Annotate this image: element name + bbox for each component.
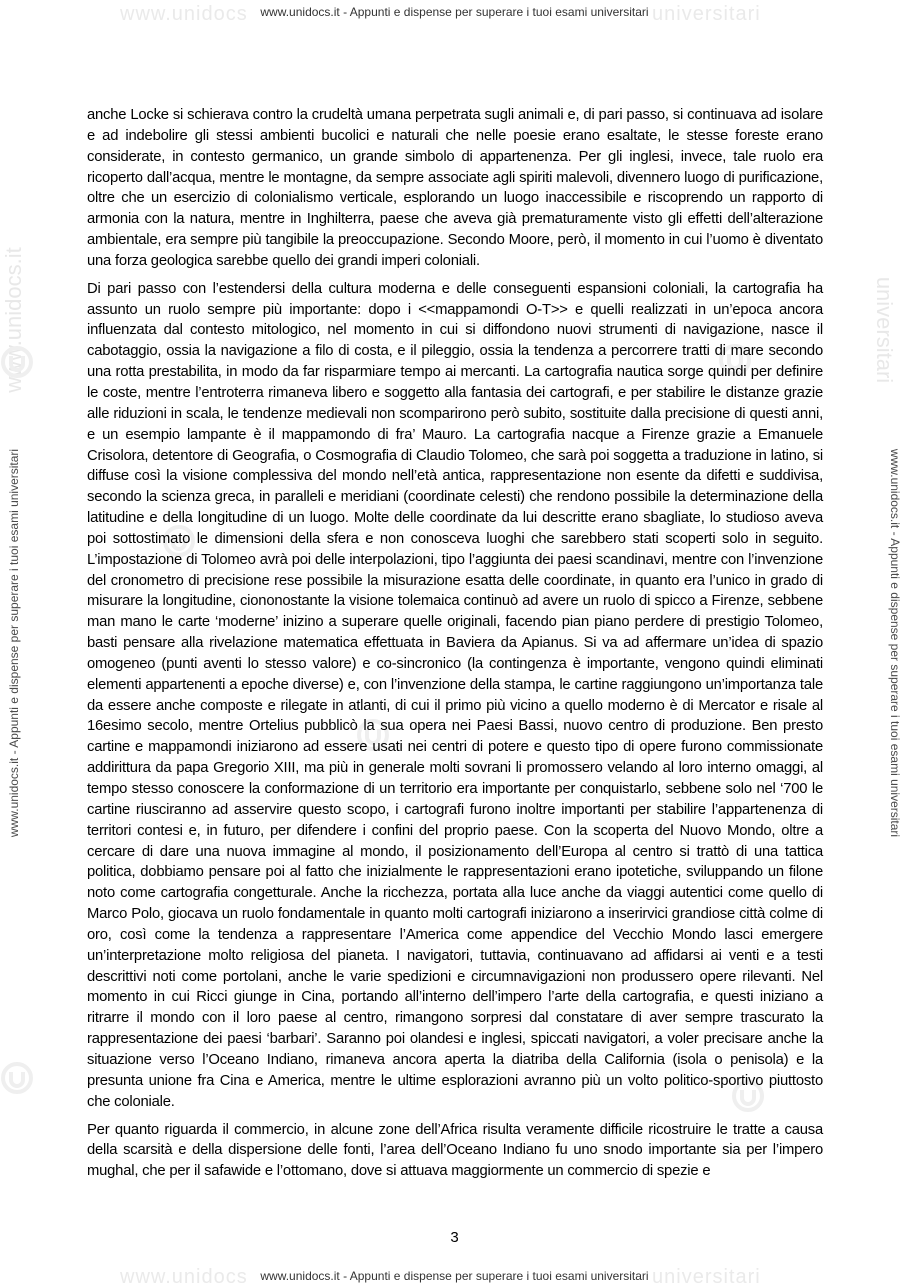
watermark-ghost-bottom-right: universitari [652,1266,761,1286]
watermark-header: www.unidocs.it - Appunti e dispense per superare i tuoi esami universitari [260,5,649,19]
paragraph: anche Locke si schierava contro la crudeltà umana perpetrata sugli animali e, di pari passo, si continuava ad isolare e ad indebolire gli stessi ambienti bucolici e naturali che nelle poesie erano esaltate, le stesse foreste erano considerate, in contesto germanico, un grande simbolo di appartenenza. Per gli inglesi, invece, tale ruolo era ricoperto dall’acqua, mentre le montagne, da sempre associate agli spiriti malevoli, divennero luogo di purificazione, oltre che un esercizio di colonialismo verticale, esplorando un luogo inaccessibile e riscoprendo un rapporto di armonia con la natura, mentre in Inghilterra, paese che aveva già prematuramente visto gli effetti dell’alterazione ambientale, era sempre più tangibile la preoccupazione. Secondo Moore, però, il momento in cui l’uomo è diventato una forza geologica sarebbe quello dei grandi imperi coloniali. [87,107,823,269]
watermark-side-right: www.unidocs.it - Appunti e dispense per superare i tuoi esami universitari [888,448,902,838]
page-number: 3 [450,1229,459,1246]
paragraph: Per quanto riguarda il commercio, in alcune zone dell’Africa risulta veramente difficile ricostruire le tratte a causa della scarsità e della dispersione delle fonti, l’area dell’Oceano Indiano fu uno snodo importante sia per l’impero mughal, che per il safawide e l’ottomano, dove si attuava maggiormente un commercio di spezie e [87,1121,823,1180]
document-body [87,105,823,1189]
paragraph: Di pari passo con l’estendersi della cultura moderna e delle conseguenti espansioni coloniali, la cartografia ha assunto un ruolo sempre più importante: dopo i <<mappamondi O-T>> e quelli realizzati in un’epoca ancora influenzata dal contesto mitologico, nel momento in cui si diffondono nuovi strumenti di navigazione, nasce il cabotaggio, ossia la navigazione a filo di costa, e il pileggio, ossia la tendenza a percorrere tratti di mare secondo una rotta prestabilita, in modo da far risparmiare tempo ai mercanti. La cartografia nautica sorge quindi per definire le coste, mentre l’entroterra rimaneva libero e soggetto alla fantasia dei cartografi, e per stabilire le distanze grazie alle riduzioni in scala, le tendenze medievali non scomparirono però subito, sostituite dalla precisione di questi anni, e un esempio lampante è il mappamondo di fra’ Mauro. La cartografia nacque a Firenze grazie a Emanuele Crisolora, detentore di Geografia, o Cosmografia di Claudio Tolomeo, che sarà poi soggetta a traduzione in latino, si diffuse così la visione complessiva del mondo nell’età antica, rappresentazione non esente da difetti e suddivisa, secondo la scienza greca, in paralleli e meridiani (coordinate celesti) che rendono possibile la determinazione della latitudine e della longitudine di un luogo. Molte delle coordinate da lui descritte erano sbagliate, lo studioso aveva poi sottostimato le dimensioni della sfera e non conosceva luoghi che sarebbero stati scoperti solo in seguito. L’impostazione di Tolomeo avrà poi delle interpolazioni, tipo l’aggiunta dei paesi scandinavi, mentre con l’invenzione del cronometro di precisione rese possibile la misurazione esatta delle coordinate, in quanto era l’unico in grado di misurare la longitudine, ciononostante la visione tolemaica continuò ad avere un ruolo di spicco a Firenze, sebbene man mano le carte ‘moderne’ inizino a superare quelle originali, facendo pian piano perdere di prestigio Tolomeo, basti pensare alla rivelazione matematica effettuata in Baviera da Apianus. Si va ad affermare un’idea di spazio omogeneo (punti aventi lo stesso valore) e co-sincronico (la contingenza è importante, vengono quindi eliminati elementi appartenenti a epoche diverse) e, con l’invenzione della stampa, le cartine raggiungono un’importanza tale da essere anche composte e rilegate in atlanti, di cui il primo più vicino a quello moderno è di Mercator e risale al 16esimo secolo, mentre Ortelius pubblicò la sua opera nei Paesi Bassi, nuovo centro di produzione. Ben presto cartine e mappamondi iniziarono ad essere usati nei centri di potere e questo tipo di opere furono commissionate addirittura da papa Gregorio XIII, ma più in generale molti sovrani li promossero velando al loro interno omaggi, al tempo stesso conoscere la conformazione di un territorio era importante per conquistarlo, sebbene solo nel ‘700 le cartine riusciranno ad asservire questo scopo, i cartografi furono inoltre importanti per stabilire l’appartenenza di territori contesi e, in futuro, per difendere i confini del proprio paese. Con la scoperta del Nuovo Mondo, oltre a cercare di dare una nuova immagine al mondo, il posizionamento dell’Europa al centro si trattò di una tattica politica, dobbiamo pensare poi al fatto che inizialmente le rappresentazioni erano ipotetiche, sviluppando un filone noto come cartografia congetturale. Anche la ricchezza, portata alla luce anche da viaggi autentici come quello di Marco Polo, giocava un ruolo fondamentale in quanto molti cartografi iniziarono a inserirvici grandiose città colme di oro, così come la tendenza a rappresentare l’America come appendice del Vecchio Mondo lasci emergere un’interpretazione molto religiosa del pianeta. I navigatori, tuttavia, continuavano ad affidarsi ai venti e a testi descrittivi noti come portolani, anche le varie spedizioni e circumnavigazioni non produssero opere rilevanti. Nel momento in cui Ricci giunge in Cina, portando all’interno dell’impero l’arte della cartografia, e questi iniziano a ritrarre il mondo con il loro paese al centro, rimangono sorpresi dal constatare di aver sempre trascurato la rappresentazione dei paesi ‘barbari’. Saranno poi olandesi e inglesi, spiccati navigatori, a voler precisare anche la situazione verso l’Oceano Indiano, rimaneva ancora aperta la diatriba della California (isola o penisola) e la presunta unione fra Cina e America, mentre le ultime esplorazioni avranno più un volto politico-sportivo piuttosto che coloniale. [87,280,823,1110]
watermark-ghost-top-right: universitari [652,3,761,25]
watermark-side-left: www.unidocs.it - Appunti e dispense per superare i tuoi esami universitari [7,448,21,838]
unidocs-logo-icon [0,345,34,379]
watermark-footer: www.unidocs.it - Appunti e dispense per superare i tuoi esami universitari [260,1269,649,1283]
watermark-ghost-side-right: universitari [872,276,897,384]
watermark-ghost-side-left: www.unidocs.it [1,247,26,393]
watermark-ghost-bottom-left: www.unidocs [120,1266,248,1286]
unidocs-logo-icon [0,1061,34,1095]
watermark-ghost-top-left: www.unidocs [120,3,248,25]
